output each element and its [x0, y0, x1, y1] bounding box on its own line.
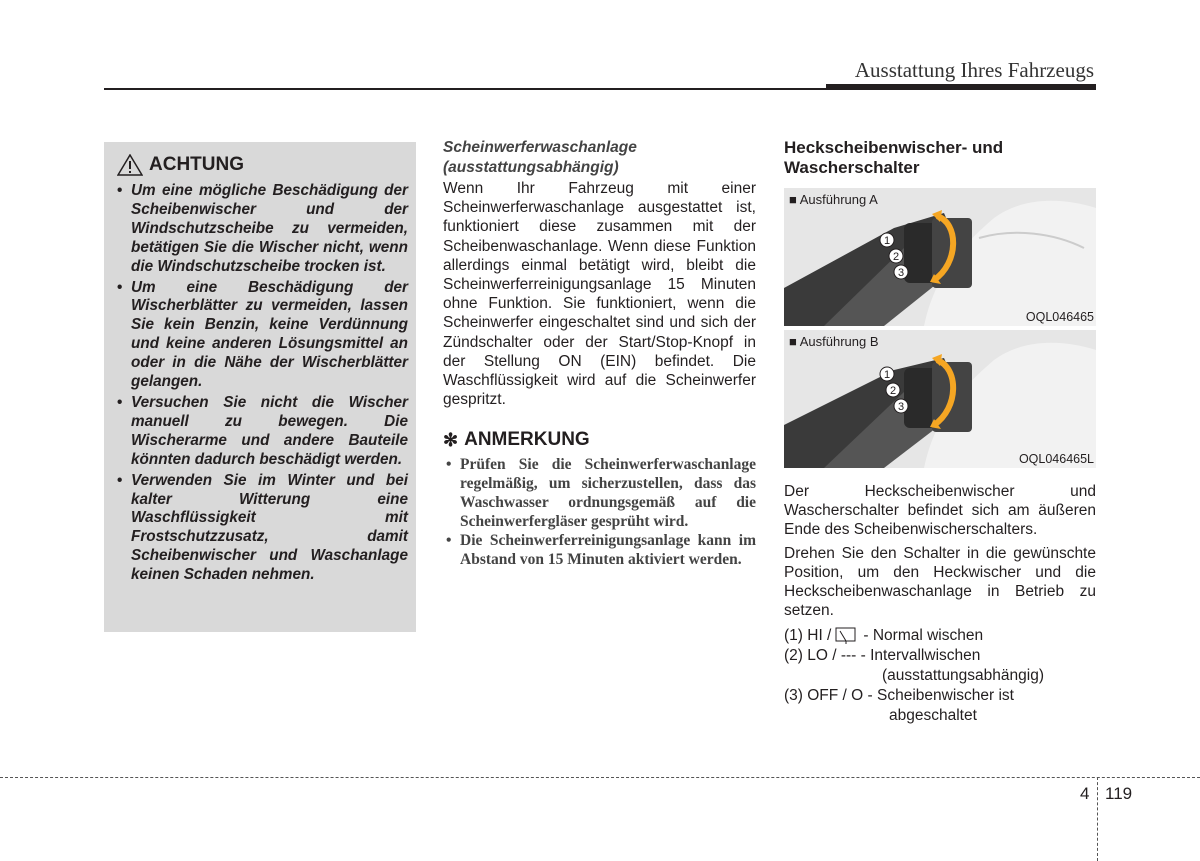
warning-triangle-icon	[117, 154, 143, 176]
note-list	[443, 455, 756, 569]
caution-item: • Verwenden Sie im Winter und bei kalter Witterung eine Waschflüssigkeit mit Frostschutzzusatz, damit Scheibenwischer und Waschanlage keinen Schaden nehmen.	[115, 472, 408, 585]
section-subheading: (ausstattungsabhängig)	[443, 158, 619, 176]
note-item: • Prüfen Sie die Scheinwerferwaschanlage regelmäßig, um sicherzustellen, dass das Waschwasser ordnungsgemäß auf die Scheinwerfergläser gesprüht wird.	[443, 455, 756, 531]
marker-2: 2	[890, 385, 897, 397]
caution-title: ACHTUNG	[149, 154, 244, 175]
chapter-number: 4	[1080, 784, 1090, 803]
section-title: Heckscheibenwischer- und	[784, 138, 1004, 157]
marker-3: 3	[898, 401, 905, 413]
option-hi-desc: - Normal wischen	[863, 627, 984, 645]
marker-2: 2	[893, 251, 900, 263]
paragraph-operation: Drehen Sie den Schalter in die gewünschte Position, um den Heckwischer und die Heckscheibenwaschanlage in Betrieb zu setzen.	[784, 544, 1096, 620]
header-rule	[104, 88, 1096, 90]
page-header-title: Ausstattung Ihres Fahrzeugs	[854, 58, 1094, 82]
rear-wiper-section	[784, 138, 1096, 726]
section-title-cont: Wascherschalter	[784, 158, 920, 177]
figure-label: ■ Ausführung B	[789, 334, 879, 349]
figure-code: OQL046465	[1025, 310, 1094, 324]
figure-variant-a	[784, 188, 1096, 326]
figure-variant-b	[784, 326, 1096, 468]
rear-wiper-symbol-icon	[835, 627, 857, 645]
caution-list	[115, 182, 408, 585]
note-title: ANMERKUNG	[464, 429, 590, 451]
wiper-lever-illustration	[784, 330, 1096, 468]
option-lo-note: (ausstattungsabhängig)	[882, 667, 1045, 685]
section-body: Wenn Ihr Fahrzeug mit einer Scheinwerferwaschanlage ausgestattet ist, funktioniert diese zusammen mit der Scheibenwaschanlage. Wenn diese Funktion allerdings einmal betätigt wird, bleibt die Scheinwerferreinigungsanlage 15 Minuten ohne Funktion. Sie funktioniert, wenn die Scheinwerfer eingeschaltet sind und sich der Zündschalter oder der Start/Stop-Knopf in der Stellung ON (EIN) befindet. Die Waschflüssigkeit wird auf die Scheinwerfer gespritzt.	[443, 180, 756, 409]
caution-item: • Um eine Beschädigung der Wischerblätter zu vermeiden, lassen Sie kein Benzin, keine Verdünnung und keine anderen Lösungsmittel an oder in die Nähe der Wischerblätter gelangen.	[115, 279, 408, 392]
caution-item: • Versuchen Sie nicht die Wischer manuell zu bewegen. Die Wischerarme und andere Bauteile könnten dadurch beschädigt werden.	[115, 394, 408, 470]
paragraph-location: Der Heckscheibenwischer und Wascherschalter befindet sich am äußeren Ende des Scheibenwischerschalters.	[784, 483, 1096, 539]
page-number: 119	[1105, 784, 1133, 803]
headlamp-washer-section	[443, 138, 756, 569]
wiper-lever-illustration	[784, 188, 1096, 326]
option-lo: (2) LO / --- - Intervallwischen	[784, 647, 981, 665]
footer-divider	[1097, 777, 1098, 861]
caution-heading	[117, 152, 408, 178]
option-hi	[784, 626, 1096, 646]
marker-1: 1	[884, 369, 891, 381]
option-off: (3) OFF / O - Scheibenwischer ist	[784, 687, 1014, 705]
note-item: • Die Scheinwerferreinigungsanlage kann im Abstand von 15 Minuten aktiviert werden.	[443, 531, 756, 569]
figure-code: OQL046465L	[1018, 452, 1094, 466]
caution-box	[104, 142, 416, 632]
marker-3: 3	[898, 267, 905, 279]
option-hi-label: (1) HI /	[784, 627, 832, 645]
footer-rule	[0, 777, 1200, 778]
asterisk-icon: ✻	[443, 429, 459, 450]
marker-1: 1	[884, 235, 891, 247]
figure-label: ■ Ausführung A	[789, 192, 878, 207]
note-heading	[443, 429, 756, 451]
caution-item: • Um eine mögliche Beschädigung der Scheibenwischer und der Windschutzscheibe zu vermeiden, betätigen Sie die Wischer nicht, wenn die Windschutzscheibe trocken ist.	[115, 182, 408, 277]
option-off-note: abgeschaltet	[889, 707, 977, 725]
section-heading: Scheinwerferwaschanlage	[443, 139, 637, 156]
